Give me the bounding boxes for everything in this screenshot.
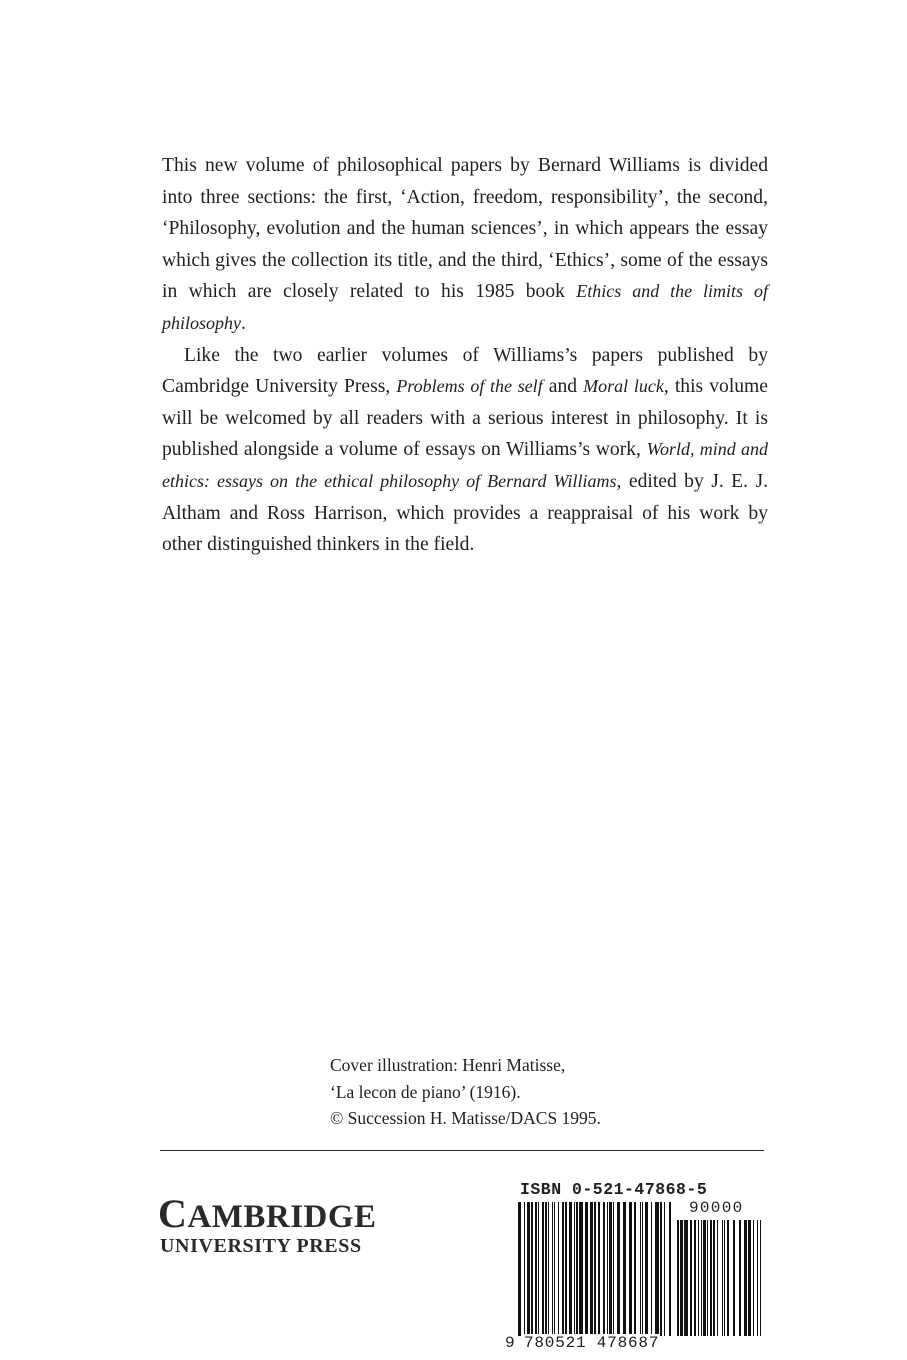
barcode-bar [760, 1220, 761, 1336]
cover-illustration-credit [330, 1052, 730, 1132]
ean-barcode [518, 1202, 672, 1336]
barcode-bar [558, 1202, 559, 1336]
barcode-bar [518, 1202, 521, 1336]
barcode-bar [574, 1202, 575, 1336]
barcode-bar [634, 1202, 636, 1336]
barcode-bar [531, 1202, 533, 1336]
barcode-bar [552, 1202, 553, 1336]
barcode-bar [684, 1220, 688, 1336]
book-title: World, mind and ethics: essays on the ethical philosophy of Bernard Williams [162, 439, 768, 491]
barcode-bar [576, 1202, 578, 1336]
book-title: Moral luck [583, 376, 664, 397]
barcode-bar [698, 1220, 699, 1336]
barcode-bar [744, 1220, 747, 1336]
barcode-bar [690, 1220, 692, 1336]
barcode-bar [722, 1220, 723, 1336]
blurb-paragraph-2: Like the two earlier volumes of Williams’s papers published by Cambridge University Press, Problems of the self and Moral luck, this volume will be welcomed by all readers with a serious interest in philosophy. It is published alongside a volume of essays on Williams’s work, World, mind and ethics: essays on the ethical philosophy of Bernard Williams, edited by J. E. J. Altham and Ross Harrison, which provides a reappraisal of his work by other distinguished thinkers in the field. [162, 344, 768, 556]
credit-line: ‘La lecon de piano’ (1916). [330, 1081, 521, 1102]
barcode-bar [538, 1202, 539, 1336]
barcode-bar [585, 1202, 588, 1336]
barcode-bar [655, 1202, 659, 1336]
barcode-bar [613, 1202, 614, 1336]
barcode-bar [569, 1202, 572, 1336]
book-title: Ethics and the limits of philosophy [162, 281, 768, 333]
publisher-logo [158, 1191, 408, 1257]
barcode-bar [579, 1202, 583, 1336]
barcode-bar [707, 1220, 708, 1336]
barcode-bar [545, 1202, 547, 1336]
back-cover-blurb [162, 150, 768, 561]
barcode-bar [645, 1202, 648, 1336]
barcode-bar [724, 1220, 725, 1336]
barcode-bar [535, 1202, 537, 1336]
isbn-number: ISBN 0-521-47868-5 [520, 1180, 708, 1199]
barcode-bar [603, 1202, 605, 1336]
barcode-bar [660, 1202, 662, 1336]
publisher-subtitle: UNIVERSITY PRESS [160, 1235, 362, 1257]
barcode-bar [651, 1202, 652, 1336]
barcode-bar [748, 1220, 751, 1336]
barcode-bar [753, 1220, 754, 1336]
ean-first-digit: 9 [505, 1334, 515, 1352]
barcode-bar [703, 1220, 706, 1336]
price-addon-digits: 90000 [689, 1199, 744, 1217]
barcode-bar [680, 1220, 683, 1336]
barcode-bar [757, 1220, 758, 1336]
barcode-bar [669, 1202, 671, 1336]
barcode-bar [609, 1202, 612, 1336]
ean-digits: 780521 478687 [524, 1334, 660, 1352]
barcode-bar [527, 1202, 530, 1336]
book-title: Problems of the self [396, 376, 543, 397]
barcode-bar [739, 1220, 741, 1336]
divider-rule [160, 1150, 764, 1151]
barcode-bar [664, 1202, 665, 1336]
barcode-bar [607, 1202, 608, 1336]
barcode-bar [548, 1202, 549, 1336]
blurb-paragraph-1: This new volume of philosophical papers by Bernard Williams is divided into three sections: the first, ‘Action, freedom, responsibility’, the second, ‘Philosophy, evolution and the human sciences’, in which appears the essay which gives the collection its title, and the third, ‘Ethics’, some of the essays in which are closely related to his 1985 book Ethics and the limits of philosophy. [162, 155, 768, 334]
barcode-bar [617, 1202, 620, 1336]
barcode-bar [677, 1220, 679, 1336]
barcode-bar [623, 1202, 626, 1336]
credit-line: Cover illustration: Henri Matisse, [330, 1055, 566, 1075]
barcode-bar [694, 1220, 696, 1336]
barcode-bar [598, 1202, 600, 1336]
barcode-bar [590, 1202, 593, 1336]
barcode-bar [733, 1220, 735, 1336]
barcode-bar [554, 1202, 555, 1336]
barcode-bar [629, 1202, 632, 1336]
barcode-bar [717, 1220, 718, 1336]
barcode-bar [562, 1202, 564, 1336]
barcode-bar [640, 1202, 641, 1336]
credit-line: © Succession H. Matisse/DACS 1995. [330, 1108, 601, 1128]
barcode-bar [542, 1202, 544, 1336]
barcode-bar [594, 1202, 596, 1336]
barcode-bar [565, 1202, 567, 1336]
barcode-bar [727, 1220, 729, 1336]
barcode-bar [642, 1202, 643, 1336]
price-addon-barcode [677, 1220, 763, 1336]
barcode-bar [524, 1202, 525, 1336]
barcode-bar [713, 1220, 715, 1336]
publisher-name: CAMBRIDGE [158, 1191, 377, 1236]
barcode-bar [710, 1220, 712, 1336]
barcode-bar [701, 1220, 702, 1336]
